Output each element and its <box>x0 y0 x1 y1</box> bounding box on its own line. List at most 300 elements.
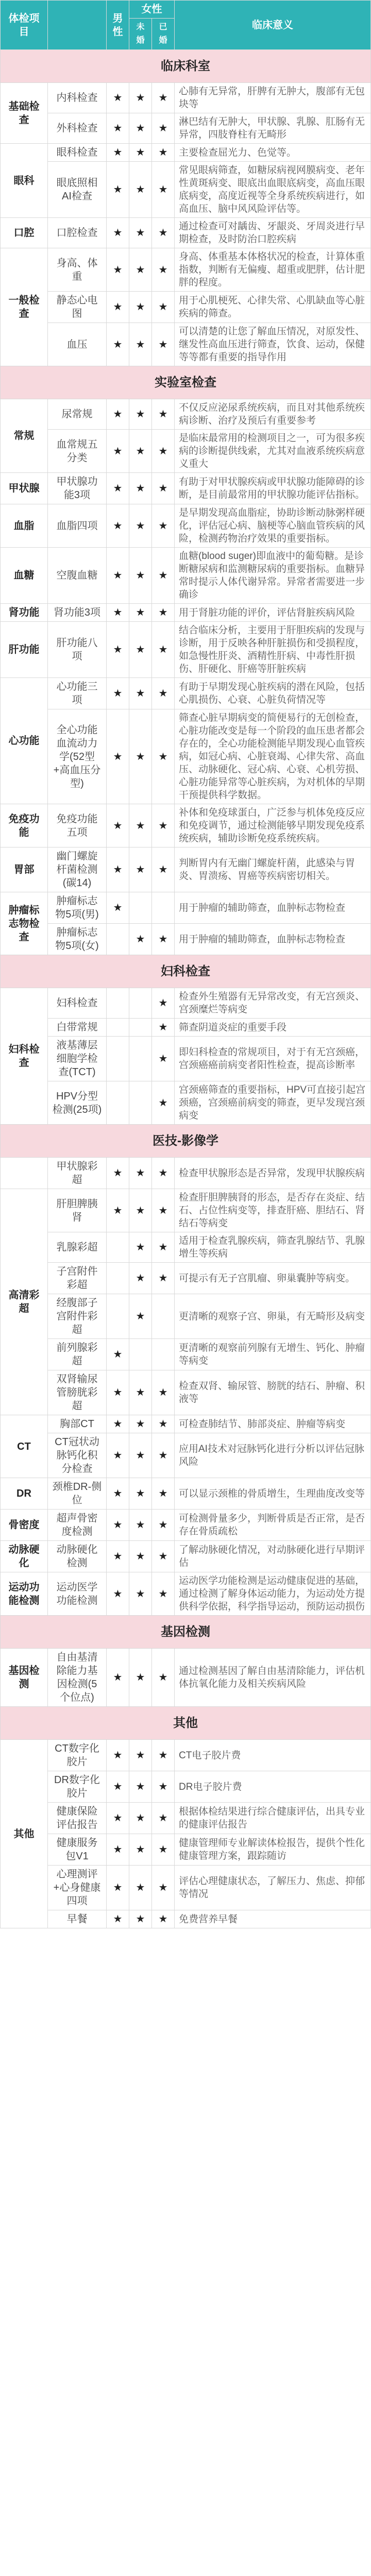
married-mark: ★ <box>152 399 175 430</box>
male-mark: ★ <box>107 473 129 504</box>
section-title: 临床科室 <box>1 50 371 83</box>
item-name: 肿瘤标志物5项(男) <box>48 892 107 924</box>
category-cell <box>1 1158 48 1189</box>
item-name: 静态心电图 <box>48 292 107 323</box>
male-mark <box>107 1294 129 1339</box>
married-mark: ★ <box>152 1081 175 1125</box>
married-mark: ★ <box>152 804 175 848</box>
category-cell: 基因检测 <box>1 1649 48 1707</box>
clinical-meaning: 主要检查屈光力、色觉等。 <box>175 144 371 162</box>
unmarried-mark: ★ <box>129 1771 152 1803</box>
unmarried-mark: ★ <box>129 1541 152 1572</box>
unmarried-mark: ★ <box>129 430 152 473</box>
category-cell: 肾功能 <box>1 604 48 622</box>
section-title: 妇科检查 <box>1 955 371 988</box>
item-name: 肿瘤标志物5项(女) <box>48 924 107 955</box>
clinical-meaning: 可检查肺结节、肺部炎症、肿瘤等病变 <box>175 1415 371 1433</box>
table-row <box>1 323 371 366</box>
male-mark <box>107 1232 129 1263</box>
item-name: 动脉硬化检测 <box>48 1541 107 1572</box>
item-name: 早餐 <box>48 1910 107 1928</box>
male-mark: ★ <box>107 292 129 323</box>
male-mark: ★ <box>107 678 129 709</box>
male-mark: ★ <box>107 622 129 678</box>
married-mark: ★ <box>152 1803 175 1834</box>
header-married: 已婚 <box>152 19 175 50</box>
item-name: 自由基清除能力基因检测(5个位点) <box>48 1649 107 1707</box>
married-mark: ★ <box>152 473 175 504</box>
table-row <box>1 162 371 218</box>
married-mark: ★ <box>152 113 175 144</box>
section-title: 实验室检查 <box>1 366 371 399</box>
unmarried-mark: ★ <box>129 399 152 430</box>
table-body <box>1 50 371 1928</box>
clinical-meaning: 检查外生殖器有无异常改变，有无宫颈炎、宫颈糜烂等病变 <box>175 988 371 1019</box>
table-row <box>1 622 371 678</box>
male-mark <box>107 988 129 1019</box>
married-mark: ★ <box>152 1263 175 1294</box>
unmarried-mark: ★ <box>129 1478 152 1510</box>
table-row <box>1 504 371 548</box>
item-name: 肝胆脾胰肾 <box>48 1189 107 1232</box>
clinical-meaning: 应用AI技术对冠脉钙化进行分析以评估冠脉风险 <box>175 1433 371 1478</box>
table-row <box>1 709 371 804</box>
item-name: 血常规五分类 <box>48 430 107 473</box>
item-name: 肾功能3项 <box>48 604 107 622</box>
table-row <box>1 1019 371 1037</box>
header-female: 女性 <box>129 1 175 19</box>
married-mark: ★ <box>152 83 175 113</box>
male-mark <box>107 1081 129 1125</box>
table-row <box>1 218 371 248</box>
male-mark: ★ <box>107 1834 129 1866</box>
item-name: 双肾输尿管膀胱彩超 <box>48 1370 107 1415</box>
header-item <box>48 1 107 50</box>
table-row <box>1 1158 371 1189</box>
category-cell: 血糖 <box>1 548 48 604</box>
clinical-meaning: 有助于早期发现心脏疾病的潜在风险，包括心肌损伤、心衰、心脏负荷情况等 <box>175 678 371 709</box>
male-mark: ★ <box>107 323 129 366</box>
table-row <box>1 1740 371 1771</box>
married-mark: ★ <box>152 1158 175 1189</box>
clinical-meaning: 了解动脉硬化情况，对动脉硬化进行早期评估 <box>175 1541 371 1572</box>
item-name: 心功能三项 <box>48 678 107 709</box>
category-cell: 其他 <box>1 1740 48 1928</box>
table-row <box>1 1232 371 1263</box>
item-name: 外科检查 <box>48 113 107 144</box>
category-cell: 眼科 <box>1 144 48 218</box>
clinical-meaning: 通过检查可对龋齿、牙龈炎、牙周炎进行早期检查，及时防治口腔疾病 <box>175 218 371 248</box>
unmarried-mark: ★ <box>129 1415 152 1433</box>
male-mark: ★ <box>107 1478 129 1510</box>
table-row <box>1 292 371 323</box>
male-mark: ★ <box>107 1339 129 1370</box>
item-name: 乳腺彩超 <box>48 1232 107 1263</box>
male-mark: ★ <box>107 430 129 473</box>
category-cell: 动脉硬化 <box>1 1541 48 1572</box>
unmarried-mark: ★ <box>129 218 152 248</box>
unmarried-mark: ★ <box>129 804 152 848</box>
item-name: CT数字化胶片 <box>48 1740 107 1771</box>
married-mark: ★ <box>152 1771 175 1803</box>
item-name: 心理测评+心身健康四项 <box>48 1866 107 1910</box>
unmarried-mark: ★ <box>129 1189 152 1232</box>
table-header-row <box>1 1 371 19</box>
clinical-meaning: 筛查阴道炎症的重要手段 <box>175 1019 371 1037</box>
section-title: 基因检测 <box>1 1616 371 1649</box>
category-cell: 胃部 <box>1 848 48 892</box>
unmarried-mark: ★ <box>129 1433 152 1478</box>
item-name: 运动医学功能检测 <box>48 1572 107 1616</box>
clinical-meaning: 运动医学功能检测是运动健康促进的基础，通过检测了解身体运动能力，为运动处方提供科学依据，科学指导运动，预防运动损伤 <box>175 1572 371 1616</box>
item-name: 空腹血糖 <box>48 548 107 604</box>
category-cell: CT <box>1 1415 48 1478</box>
male-mark: ★ <box>107 83 129 113</box>
unmarried-mark: ★ <box>129 323 152 366</box>
table-row <box>1 1370 371 1415</box>
header-unmarried: 未婚 <box>129 19 152 50</box>
table-row <box>1 1541 371 1572</box>
unmarried-mark <box>129 1037 152 1081</box>
section-header-row <box>1 366 371 399</box>
item-name: 眼科检查 <box>48 144 107 162</box>
married-mark: ★ <box>152 162 175 218</box>
male-mark: ★ <box>107 604 129 622</box>
item-name: 口腔检查 <box>48 218 107 248</box>
male-mark: ★ <box>107 248 129 292</box>
male-mark: ★ <box>107 848 129 892</box>
table-row <box>1 988 371 1019</box>
category-cell: 口腔 <box>1 218 48 248</box>
item-name: CT冠状动脉钙化积分检查 <box>48 1433 107 1478</box>
married-mark: ★ <box>152 430 175 473</box>
married-mark: ★ <box>152 1866 175 1910</box>
married-mark: ★ <box>152 1232 175 1263</box>
unmarried-mark <box>129 892 152 924</box>
clinical-meaning: 通过检测基因了解自由基清除能力，评估机体抗氧化能力及相关疾病风险 <box>175 1649 371 1707</box>
male-mark: ★ <box>107 1572 129 1616</box>
item-name: 胸部CT <box>48 1415 107 1433</box>
male-mark: ★ <box>107 1649 129 1707</box>
category-cell: 骨密度 <box>1 1510 48 1541</box>
table-row <box>1 1263 371 1294</box>
clinical-meaning: 有助于对甲状腺疾病或甲状腺功能障碍的诊断，是目前最常用的甲状腺功能评估指标。 <box>175 473 371 504</box>
item-name: 全心功能血流动力学(52型+高血压分型) <box>48 709 107 804</box>
unmarried-mark: ★ <box>129 1803 152 1834</box>
category-cell: 肿瘤标志物检查 <box>1 892 48 955</box>
married-mark: ★ <box>152 622 175 678</box>
item-name: 健康保险评估报告 <box>48 1803 107 1834</box>
item-name: 血脂四项 <box>48 504 107 548</box>
table-row <box>1 1478 371 1510</box>
married-mark: ★ <box>152 504 175 548</box>
item-name: 妇科检查 <box>48 988 107 1019</box>
married-mark: ★ <box>152 924 175 955</box>
category-cell: 心功能 <box>1 678 48 804</box>
married-mark: ★ <box>152 1478 175 1510</box>
unmarried-mark: ★ <box>129 1158 152 1189</box>
category-cell: 基础检查 <box>1 83 48 144</box>
unmarried-mark <box>129 1339 152 1370</box>
table-row <box>1 1834 371 1866</box>
item-name: 尿常规 <box>48 399 107 430</box>
married-mark: ★ <box>152 1019 175 1037</box>
section-header-row <box>1 955 371 988</box>
item-name: 子宫附件彩超 <box>48 1263 107 1294</box>
clinical-meaning: 根据体检结果进行综合健康评估，出具专业的健康评估报告 <box>175 1803 371 1834</box>
clinical-meaning: 不仅反应泌尿系统疾病，而且对其他系统疾病诊断、治疗及预后有重要参考 <box>175 399 371 430</box>
married-mark: ★ <box>152 709 175 804</box>
table-row <box>1 1649 371 1707</box>
category-cell: 运动功能检测 <box>1 1572 48 1616</box>
section-header-row <box>1 1707 371 1740</box>
male-mark: ★ <box>107 1433 129 1478</box>
item-name: 内科检查 <box>48 83 107 113</box>
married-mark: ★ <box>152 678 175 709</box>
male-mark: ★ <box>107 548 129 604</box>
unmarried-mark: ★ <box>129 1866 152 1910</box>
clinical-meaning: 身高、体重基本体格状况的检查，计算体重指数，判断有无偏瘦、超重或肥胖，估计肥胖的程度。 <box>175 248 371 292</box>
section-header-row <box>1 1616 371 1649</box>
male-mark: ★ <box>107 1541 129 1572</box>
item-name: 甲状腺功能3项 <box>48 473 107 504</box>
male-mark: ★ <box>107 1415 129 1433</box>
married-mark: ★ <box>152 1834 175 1866</box>
unmarried-mark <box>129 1019 152 1037</box>
unmarried-mark: ★ <box>129 622 152 678</box>
table-row <box>1 1294 371 1339</box>
clinical-meaning: 免费营养早餐 <box>175 1910 371 1928</box>
clinical-meaning: CT电子胶片费 <box>175 1740 371 1771</box>
header-category: 体检项目 <box>1 1 48 50</box>
table-row <box>1 1415 371 1433</box>
table-row <box>1 1910 371 1928</box>
unmarried-mark: ★ <box>129 548 152 604</box>
item-name: 幽门螺旋杆菌检测(碳14) <box>48 848 107 892</box>
male-mark: ★ <box>107 1803 129 1834</box>
unmarried-mark: ★ <box>129 1510 152 1541</box>
category-cell: 妇科检查 <box>1 988 48 1125</box>
clinical-meaning: 更清晰的观察子宫、卵巢，有无畸形及病变 <box>175 1294 371 1339</box>
unmarried-mark: ★ <box>129 1294 152 1339</box>
married-mark: ★ <box>152 1910 175 1928</box>
clinical-meaning: 评估心理健康状态，了解压力、焦虑、抑郁等情况 <box>175 1866 371 1910</box>
married-mark: ★ <box>152 604 175 622</box>
unmarried-mark: ★ <box>129 1232 152 1263</box>
clinical-meaning: 用于肿瘤的辅助筛查，血肿标志物检查 <box>175 924 371 955</box>
male-mark: ★ <box>107 1510 129 1541</box>
unmarried-mark: ★ <box>129 1740 152 1771</box>
married-mark: ★ <box>152 218 175 248</box>
married-mark: ★ <box>152 988 175 1019</box>
clinical-meaning: 心肺有无异常，肝脾有无肿大，腹部有无包块等 <box>175 83 371 113</box>
married-mark <box>152 892 175 924</box>
male-mark: ★ <box>107 504 129 548</box>
item-name: 颈椎DR-侧位 <box>48 1478 107 1510</box>
male-mark: ★ <box>107 1370 129 1415</box>
clinical-meaning: 判断胃内有无幽门螺旋杆菌，此感染与胃炎、胃溃疡、胃癌等疾病密切相关。 <box>175 848 371 892</box>
table-row <box>1 548 371 604</box>
category-cell: 甲状腺 <box>1 473 48 504</box>
table-row <box>1 924 371 955</box>
item-name: 超声骨密度检测 <box>48 1510 107 1541</box>
clinical-meaning: 宫颈癌筛查的重要指标，HPV可直接引起宫颈癌，宫颈癌前病变的筛查，更早发现宫颈病变 <box>175 1081 371 1125</box>
clinical-meaning: 健康管理师专业解读体检报告，提供个性化健康管理方案，跟踪随访 <box>175 1834 371 1866</box>
table-row <box>1 1572 371 1616</box>
table-row <box>1 1081 371 1125</box>
unmarried-mark: ★ <box>129 1834 152 1866</box>
married-mark: ★ <box>152 1510 175 1541</box>
clinical-meaning: 筛查心脏早期病变的简便易行的无创检查，心脏功能改变是每一个阶段的血压患者都会存在的，全心功能检测能早期发现心血管疾病，如冠心病、心脏衰竭、心律失常、高血压、动脉硬化、冠心病、心衰、心机劳损、心脏功能异常等心脏疾病，为对机体的早期干预提供科学数据。 <box>175 709 371 804</box>
category-cell: DR <box>1 1478 48 1510</box>
unmarried-mark: ★ <box>129 292 152 323</box>
unmarried-mark: ★ <box>129 709 152 804</box>
male-mark: ★ <box>107 1158 129 1189</box>
unmarried-mark: ★ <box>129 504 152 548</box>
married-mark <box>152 1339 175 1370</box>
clinical-meaning: 适用于检查乳腺疾病，筛查乳腺结节、乳腺增生等疾病 <box>175 1232 371 1263</box>
male-mark <box>107 924 129 955</box>
section-header-row <box>1 50 371 83</box>
married-mark: ★ <box>152 1415 175 1433</box>
male-mark: ★ <box>107 709 129 804</box>
married-mark: ★ <box>152 1189 175 1232</box>
clinical-meaning: 用于肾脏功能的评价，评估肾脏疾病风险 <box>175 604 371 622</box>
item-name: 前列腺彩超 <box>48 1339 107 1370</box>
clinical-meaning: 可以显示颈椎的骨质增生，生理曲度改变等 <box>175 1478 371 1510</box>
item-name: 液基薄层细胞学检查(TCT) <box>48 1037 107 1081</box>
clinical-meaning: 检查肝胆脾胰肾的形态，是否存在炎症、结石、占位性病变等，排查肝癌、胆结石、肾结石等病变 <box>175 1189 371 1232</box>
unmarried-mark: ★ <box>129 1910 152 1928</box>
married-mark: ★ <box>152 848 175 892</box>
clinical-meaning: 是早期发现高血脂症，协助诊断动脉粥样硬化，评估冠心病、脑梗等心脑血管疾病的风险，检测药物治疗效果的重要指标。 <box>175 504 371 548</box>
header-male: 男性 <box>107 1 129 50</box>
unmarried-mark: ★ <box>129 604 152 622</box>
unmarried-mark: ★ <box>129 162 152 218</box>
male-mark: ★ <box>107 218 129 248</box>
table-row <box>1 430 371 473</box>
clinical-meaning: 可提示有无子宫肌瘤、卵巢囊肿等病变。 <box>175 1263 371 1294</box>
category-cell: 一般检查 <box>1 248 48 366</box>
clinical-meaning: 结合临床分析，主要用于肝胆疾病的发现与诊断，用于反映各种肝脏损伤和受损程度，如急慢性肝炎、酒精性肝病、中毒性肝损伤、肝硬化、肝癌等肝脏疾病 <box>175 622 371 678</box>
unmarried-mark: ★ <box>129 144 152 162</box>
table-row <box>1 473 371 504</box>
table-row <box>1 1189 371 1232</box>
table-row <box>1 804 371 848</box>
category-cell: 肝功能 <box>1 622 48 678</box>
male-mark: ★ <box>107 1189 129 1232</box>
clinical-meaning: 可以清楚的让您了解血压情况，对原发性、继发性高血压进行筛查，饮食、运动，保健等等都有重要的指导作用 <box>175 323 371 366</box>
clinical-meaning: 即妇科检查的常规项目，对于有无宫颈癌，宫颈癌癌前病变者阳性检查，提高诊断率 <box>175 1037 371 1081</box>
unmarried-mark: ★ <box>129 848 152 892</box>
male-mark: ★ <box>107 1866 129 1910</box>
section-title: 医技-影像学 <box>1 1125 371 1158</box>
table-row <box>1 1339 371 1370</box>
married-mark: ★ <box>152 1541 175 1572</box>
male-mark <box>107 1037 129 1081</box>
item-name: HPV分型检测(25项) <box>48 1081 107 1125</box>
clinical-meaning: 检查甲状腺形态是否异常，发现甲状腺疾病 <box>175 1158 371 1189</box>
married-mark <box>152 1294 175 1339</box>
item-name: 甲状腺彩超 <box>48 1158 107 1189</box>
clinical-meaning: 用于心肌梗死、心律失常、心肌缺血等心脏疾病的筛查。 <box>175 292 371 323</box>
table-row <box>1 892 371 924</box>
section-header-row <box>1 1125 371 1158</box>
married-mark: ★ <box>152 1740 175 1771</box>
category-cell: 免疫功能 <box>1 804 48 848</box>
male-mark: ★ <box>107 399 129 430</box>
category-cell: 常规 <box>1 399 48 473</box>
male-mark: ★ <box>107 144 129 162</box>
unmarried-mark: ★ <box>129 1572 152 1616</box>
male-mark: ★ <box>107 113 129 144</box>
table-row <box>1 1803 371 1834</box>
table-row <box>1 1510 371 1541</box>
unmarried-mark: ★ <box>129 1649 152 1707</box>
unmarried-mark <box>129 988 152 1019</box>
item-name: 肝功能八项 <box>48 622 107 678</box>
married-mark: ★ <box>152 1433 175 1478</box>
table-row <box>1 1771 371 1803</box>
table-row <box>1 248 371 292</box>
table-row <box>1 1037 371 1081</box>
male-mark: ★ <box>107 892 129 924</box>
clinical-meaning: 可检测骨量多少，判断骨质是否正常，是否存在骨质疏松 <box>175 1510 371 1541</box>
male-mark: ★ <box>107 1771 129 1803</box>
item-name: DR数字化胶片 <box>48 1771 107 1803</box>
male-mark: ★ <box>107 804 129 848</box>
clinical-meaning: 检查双肾、输尿管、膀胱的结石、肿瘤、积液等 <box>175 1370 371 1415</box>
married-mark: ★ <box>152 1649 175 1707</box>
married-mark: ★ <box>152 323 175 366</box>
clinical-meaning: DR电子胶片费 <box>175 1771 371 1803</box>
clinical-meaning: 常见眼病筛查，如糖尿病视网膜病变、老年性黄斑病变、眼底出血眼底病变，高血压眼底病变，高度近视等全身系统疾病进行，如高血压、脑中风风险评估等。 <box>175 162 371 218</box>
married-mark: ★ <box>152 1572 175 1616</box>
clinical-meaning: 淋巴结有无肿大，甲状腺、乳腺、肛肠有无异常，四肢脊柱有无畸形 <box>175 113 371 144</box>
table-row <box>1 399 371 430</box>
header-meaning: 临床意义 <box>175 1 371 50</box>
unmarried-mark: ★ <box>129 113 152 144</box>
item-name: 眼底照相AI检查 <box>48 162 107 218</box>
clinical-meaning: 用于肿瘤的辅助筛查，血肿标志物检查 <box>175 892 371 924</box>
table-row <box>1 1433 371 1478</box>
item-name: 白带常规 <box>48 1019 107 1037</box>
table-row <box>1 848 371 892</box>
married-mark: ★ <box>152 1370 175 1415</box>
item-name: 健康服务包V1 <box>48 1834 107 1866</box>
male-mark: ★ <box>107 162 129 218</box>
unmarried-mark: ★ <box>129 473 152 504</box>
clinical-meaning: 血糖(blood suger)即血液中的葡萄糖。是诊断糖尿病和监测糖尿病的重要指标。血糖异常时提示人体代谢异常。异常者需要进一步确诊 <box>175 548 371 604</box>
unmarried-mark: ★ <box>129 678 152 709</box>
category-cell: 高清彩超 <box>1 1189 48 1415</box>
section-title: 其他 <box>1 1707 371 1740</box>
unmarried-mark: ★ <box>129 83 152 113</box>
table-row <box>1 113 371 144</box>
male-mark <box>107 1019 129 1037</box>
unmarried-mark: ★ <box>129 248 152 292</box>
table-row <box>1 678 371 709</box>
table-row <box>1 1866 371 1910</box>
clinical-meaning: 是临床最常用的检测项目之一，可为很多疾病的诊断提供线索，尤其对血液系统疾病意义重大 <box>175 430 371 473</box>
unmarried-mark: ★ <box>129 924 152 955</box>
clinical-meaning: 更清晰的观察前列腺有无增生、钙化、肿瘤等病变 <box>175 1339 371 1370</box>
male-mark: ★ <box>107 1910 129 1928</box>
table-row <box>1 604 371 622</box>
married-mark: ★ <box>152 292 175 323</box>
category-cell: 血脂 <box>1 504 48 548</box>
item-name: 身高、体重 <box>48 248 107 292</box>
